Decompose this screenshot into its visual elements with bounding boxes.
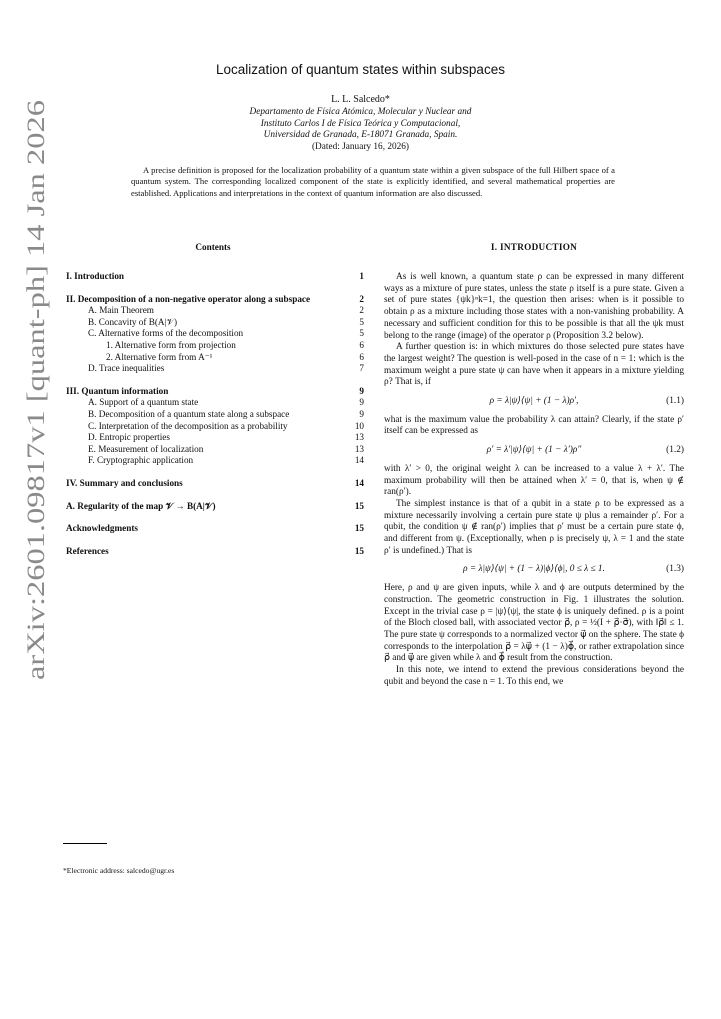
equation: [384, 445, 684, 457]
paragraph: with λ′ > 0, the original weight λ can be increased to a value λ + λ′. The maximum probability will then be attained when λ′ = 0, that is, when ψ ∉ ran(ρ′).: [384, 463, 684, 498]
toc-entry-label: A. Support of a quantum state: [88, 397, 199, 408]
toc-entry-label: D. Trace inequalities: [88, 363, 165, 374]
toc-entry[interactable]: [66, 432, 364, 444]
toc-entry-page: 15: [354, 523, 364, 534]
paragraph: A further question is: in which mixtures do those selected pure states have the largest weight? The question is well-posed in the case of n = 1: which is the maximum weight a pure state ψ can have when it appears in a mixture yielding ρ? That is, if: [384, 342, 684, 388]
toc-entry[interactable]: [66, 305, 364, 317]
toc-entry-page: 9: [359, 408, 364, 419]
equation-body: ρ = λ|ψ⟩⟨ψ| + (1 − λ)|ϕ⟩⟨ϕ|, 0 ≤ λ ≤ 1.: [463, 564, 605, 575]
toc-entry-label: Acknowledgments: [66, 523, 138, 534]
toc-entry-page: 13: [354, 443, 364, 454]
toc-entry[interactable]: [66, 444, 364, 456]
contents-heading: Contents: [195, 242, 231, 252]
toc-entry[interactable]: [66, 271, 364, 283]
toc-entry-label: F. Cryptographic application: [88, 455, 194, 466]
toc-spacer: [66, 467, 364, 478]
toc-entry-page: 9: [359, 397, 364, 408]
toc-entry-label: 1. Alternative form from projection: [106, 339, 236, 350]
equation-number: (1.3): [666, 564, 684, 575]
toc-spacer: [66, 375, 364, 386]
paragraph: Here, ρ and ψ are given inputs, while λ and ϕ are outputs determined by the construction. The geometric construction in Fig. 1 illustrates the solution. Except in the trivial case ρ = |ψ⟩⟨ψ|, the state ϕ is uniquely defined. ρ is a point of the Bloch closed ball, with associated vector ρ⃗, ρ = ½(I + ρ⃗·σ⃗), with ‖ρ⃗‖ ≤ 1. The pure state ψ corresponds to a normalized vector ψ⃗ on the sphere. The state ϕ corresponds to the interpolation ρ⃗ = λψ⃗ + (1 − λ)ϕ⃗, or rather extrapolation since ρ⃗ and ψ⃗ are given while λ and ϕ⃗ result from the construction.: [384, 583, 684, 664]
toc-entry-page: 15: [354, 500, 364, 511]
toc-entry-label: 2. Alternative form from A⁻¹: [106, 351, 213, 362]
toc-entry-page: 1: [359, 271, 364, 281]
toc-entry[interactable]: [66, 317, 364, 329]
toc-entry[interactable]: [66, 328, 364, 340]
equation: [384, 396, 684, 408]
toc-entry[interactable]: [66, 501, 364, 513]
footnote: *Electronic address: salcedo@ugr.es: [63, 866, 175, 875]
toc-entry[interactable]: [66, 546, 364, 558]
equation-body: ρ = λ|ψ⟩⟨ψ| + (1 − λ)ρ′,: [489, 396, 579, 407]
toc-entry-page: 5: [359, 316, 364, 327]
toc-entry[interactable]: [66, 363, 364, 375]
toc-entry-page: 9: [359, 385, 364, 396]
toc-entry-page: 13: [354, 432, 364, 443]
toc-entry-page: 7: [359, 363, 364, 374]
toc-entry-label: C. Interpretation of the decomposition as a probability: [88, 420, 288, 431]
toc-entry-label: B. Concavity of B(A|𝒱): [88, 316, 178, 327]
toc-entry-page: 15: [354, 545, 364, 556]
arxiv-identifier-sidebar: [4, 80, 56, 700]
affiliation-line: Universidad de Granada, E-18071 Granada, Spain.: [263, 130, 458, 141]
date: (Dated: January 16, 2026): [311, 141, 410, 152]
toc-entry-page: 14: [354, 455, 364, 466]
toc-entry[interactable]: [66, 294, 364, 306]
equation-number: (1.2): [666, 445, 684, 456]
toc-entry[interactable]: [66, 340, 364, 352]
toc-entry-label: IV. Summary and conclusions: [66, 477, 183, 488]
paper-title: Localization of quantum states within subspaces: [216, 62, 505, 77]
toc-entry[interactable]: [66, 397, 364, 409]
toc-entry-label: III. Quantum information: [66, 385, 169, 396]
toc-entry-page: 2: [359, 305, 364, 316]
toc-entry[interactable]: [66, 455, 364, 467]
toc-entry-label: A. Main Theorem: [88, 305, 154, 316]
toc-entry-label: A. Regularity of the map 𝒱 → B(A|𝒱): [66, 500, 216, 511]
affiliation: [0, 107, 721, 153]
toc-entry[interactable]: [66, 386, 364, 398]
paragraph: what is the maximum value the probability λ can attain? Clearly, if the state ρ′ itself can be expressed as: [384, 414, 684, 437]
toc-spacer: [66, 490, 364, 501]
toc-entry-page: 6: [359, 351, 364, 362]
toc-entry[interactable]: [66, 352, 364, 364]
section-heading: I. INTRODUCTION: [490, 242, 578, 252]
paragraph: In this note, we intend to extend the previous considerations beyond the qubit and beyond the case n = 1. To this end, we: [384, 665, 684, 687]
footnote-rule: [63, 843, 107, 844]
affiliation-line: Departamento de Física Atómica, Molecular y Nuclear and: [249, 107, 472, 117]
toc-entry-page: 2: [359, 293, 364, 304]
toc-entry-label: II. Decomposition of a non-negative operator along a subspace: [66, 293, 311, 304]
arxiv-id-text: arXiv:2601.09817v1 [quant-ph] 14 Jan 2026: [23, 233, 50, 680]
toc-entry-label: C. Alternative forms of the decomposition: [88, 328, 244, 339]
paragraph: The simplest instance is that of a qubit in a state ρ to be expressed as a mixture necessarily involving a certain pure state ψ plus a remainder ρ′. For a qubit, the condition ψ ∉ ran(ρ′) implies that ρ′ must be a certain pure state ϕ, and different from ψ. (Exceptionally, when ρ is precisely ψ, λ = 1 and the state ρ′ is undefined.) That is: [384, 498, 684, 556]
toc-entry[interactable]: [66, 409, 364, 421]
equation-number: (1.1): [666, 396, 684, 407]
equation-body: ρ′ = λ′|ψ⟩⟨ψ| + (1 − λ′)ρ″: [486, 445, 582, 456]
table-of-contents: [66, 271, 364, 557]
toc-entry-label: B. Decomposition of a quantum state along a subspace: [88, 408, 290, 419]
toc-entry-label: E. Measurement of localization: [88, 443, 204, 454]
introduction-body: [384, 272, 684, 689]
toc-entry[interactable]: [66, 421, 364, 433]
toc-entry-page: 10: [354, 420, 364, 431]
toc-entry-page: 5: [359, 328, 364, 339]
toc-entry[interactable]: [66, 478, 364, 490]
author: L. L. Salcedo*: [331, 94, 390, 105]
toc-spacer: [66, 283, 364, 294]
toc-entry-label: I. Introduction: [66, 271, 125, 281]
toc-entry-page: 14: [354, 477, 364, 488]
toc-spacer: [66, 512, 364, 523]
abstract: A precise definition is proposed for the localization probability of a quantum state within a given subspace of the full Hilbert space of a quantum system. The corresponding localized component of the state is explicitly identified, and several mathematical properties are established. Applications and interpretations in the context of quantum information are also discussed.: [131, 165, 615, 198]
toc-entry-page: 6: [359, 339, 364, 350]
toc-entry[interactable]: [66, 523, 364, 535]
toc-entry-label: References: [66, 545, 109, 556]
toc-spacer: [66, 535, 364, 546]
equation: [384, 564, 684, 576]
toc-entry-label: D. Entropic properties: [88, 432, 170, 443]
paragraph: As is well known, a quantum state ρ can be expressed in many different ways as a mixture of pure states, unless the state ρ itself is a pure state. Given a set of pure states {ψk}ⁿk=1, the question then arises: when is it possible to obtain ρ as a mixture including those states with a non-vanishing probability. A necessary and sufficient condition for this to be possible is that all the ψk must belong to the range (image) of the operator ρ (Proposition 3.2 below).: [384, 272, 684, 341]
affiliation-line: Instituto Carlos I de Física Teórica y Computacional,: [260, 118, 461, 129]
